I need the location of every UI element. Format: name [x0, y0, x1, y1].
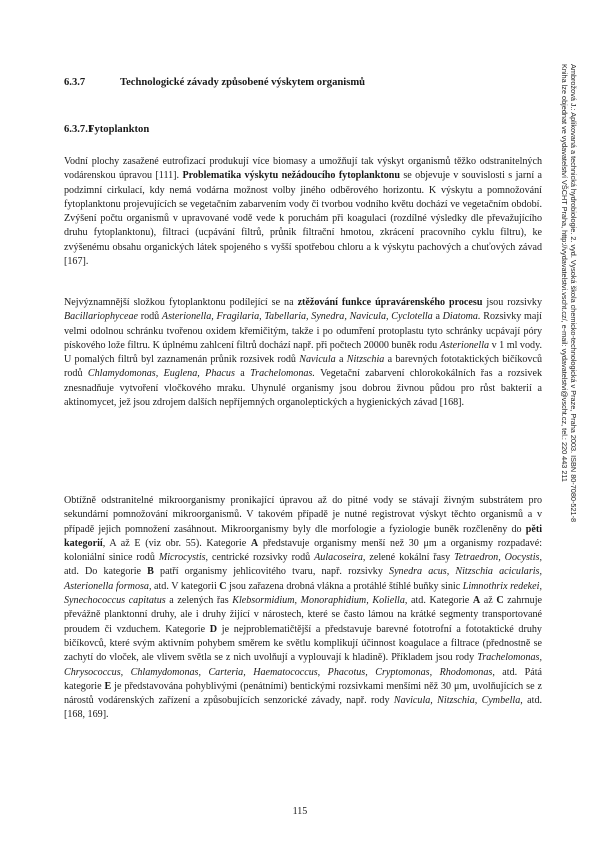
text-run: Klebsormidium, Monoraphidium, Koliella: [232, 595, 405, 607]
text-run: B: [147, 566, 154, 578]
text-run: Bacillariophyceae: [64, 311, 138, 323]
text-run: Microcystis: [158, 552, 206, 564]
text-run: C: [219, 580, 227, 592]
page-number: 115: [292, 806, 308, 817]
subsection-number: 6.3.7.1: [64, 124, 94, 135]
text-run: Trachelomonas.: [250, 368, 315, 380]
text-run: zahrnuje převážně planktonní druhy, ale i druhy žijící v nárostech, které se často lámou na krátké segmenty transportované proudem či vzduchem. Kategorie: [64, 595, 542, 635]
text-run: , atd. Pátá kategorie: [64, 666, 542, 692]
text-run: patří organismy jehlicovitého tvaru, např. rozsivky: [153, 566, 390, 578]
text-run: , centrické rozsivky rodů: [205, 552, 315, 564]
text-run: a: [234, 368, 251, 380]
text-run: Synedra acus, Nitzschia acicularis, Asterionella formosa: [64, 566, 543, 592]
text-run: jsou zařazena drobná vlákna a protáhlé štíhlé buňky sinic: [226, 580, 463, 592]
subsection-title: Fytoplankton: [88, 124, 150, 135]
text-run: , A až E (viz obr. 55). Kategorie: [102, 537, 251, 549]
text-run: a: [432, 311, 443, 323]
text-run: D: [209, 623, 218, 635]
text-run: Problematika výskytu nežádoucího fytoplanktonu: [182, 170, 400, 182]
paragraph-2: [64, 296, 542, 410]
text-run: Nejvýznamnější složkou fytoplanktonu podílející se na: [64, 297, 298, 308]
text-run: A: [472, 595, 481, 607]
section-heading: [64, 77, 365, 88]
paragraph-1: [64, 155, 542, 269]
text-run: a: [335, 354, 347, 366]
text-run: Obtížně odstranitelné mikroorganismy pronikající úpravou až do pitné vody se stávají živným substrátem pro sekundární pomnožování mikroorganismů. V takovém případě je nutné registrovat výskyt těchto organismů a v případě jejich pomnožení zasáhnout. Mikroorganismy byly dle morfologie a fyziologie buněk rozčleněny do: [64, 495, 542, 535]
text-run: Diatoma.: [442, 311, 481, 323]
text-run: , atd. Kategorie: [404, 595, 473, 607]
text-run: je nejproblematičtější a představuje barevné fototrofní a fototaktické druhy bičíkovců, které svým aktivním pohybem směrem ke světlu komplikují účinnost koagulace a filtrace (přednostně se zachytí do vloček, ale vlivem světla se z nich uvolňují a vyplouvají k hladině). Příkladem jsou rody: [64, 623, 542, 664]
text-run: rodů: [138, 311, 162, 323]
text-run: a barevných fototaktických bičíkovců rodů: [64, 354, 543, 380]
side-citation-note: [559, 64, 594, 624]
text-run: Tetraedron, Oocystis: [454, 552, 540, 564]
text-run: jsou rozsivky: [482, 297, 542, 308]
text-run: Chlamydomonas, Euglena, Phacus: [87, 368, 235, 380]
text-run: v 1 ml vody. U pomalých filtrů byl zaznamenán průnik rozsivek rodů: [64, 339, 542, 366]
text-run: C: [496, 595, 504, 607]
text-run: až: [480, 595, 497, 607]
text-run: E: [104, 680, 112, 692]
text-run: , atd. [168, 169].: [64, 695, 543, 721]
text-run: , atd. V kategorii: [148, 580, 220, 592]
text-run: Vegetační zabarvení chlorokokálních řas a rozsivek znesnadňuje vytvoření vločkového mraku. Uhynulé organismy jsou dobrou živnou půdou pro růst bakterií a aktinomycet, jež jsou zdrojem dalších nepříjemných organoleptických a hygienických závad [168].: [64, 368, 542, 409]
text-run: , zelené kokální řasy: [362, 552, 455, 564]
text-run: Rozsivky mají velmi odolnou schránku tvořenou oxidem křemičitým, takže i po odumření protoplastu tyto schránky ucpávají póry pískového lože filtru. K úplnému zahlcení filtrů dochází např. při počtech 20000 buněk rodu: [64, 311, 542, 351]
side-note-line-1: Ambrožová J.: Aplikovaná a technická hydrobiologie. 2. vyd. Vysoká škola chemicko-technologická v Praze, Praha 2003. ISBN 80-7080-521-8: [569, 64, 578, 523]
text-run: pěti kategorií: [64, 523, 542, 549]
text-run: Vodní plochy zasažené eutrofizací produkují více biomasy a umožňují tak výskyt organismů těžko odstranitelných vodárenskou úpravou [111].: [64, 156, 542, 182]
section-title: Technologické závady způsobené výskytem organismů: [120, 77, 366, 88]
text-run: Asterionella: [439, 339, 490, 351]
text-run: a zelených řas: [165, 595, 233, 607]
text-run: Navicula: [299, 354, 336, 366]
text-run: Trachelomonas, Chrysococcus, Chlamydomonas, Carteria, Haematococcus, Phacotus, Cryptomonas, Rhodomonas: [64, 652, 542, 678]
text-run: A: [250, 537, 259, 549]
text-run: ztěžování funkce úpravárenského procesu: [297, 297, 483, 308]
text-run: Nitzschia: [346, 354, 385, 366]
side-note-line-2: Kniha lze objednat ve vydavatelství VŠCHT Praha, http://vydavatelstvi.vscht.cz/, e-mail: vydavatelstvi@vscht.cz, tel.: 220 443 211: [559, 64, 569, 482]
paragraph-3: [64, 494, 542, 723]
section-number: 6.3.7: [64, 77, 86, 88]
text-run: Limnothrix redekei, Synechococcus capitatus: [64, 580, 542, 607]
text-run: , atd. Do kategorie: [64, 552, 542, 578]
text-run: představuje organismy menší než 30 μm a organismy rozpadavé: koloniální sinice rodů: [64, 537, 543, 564]
subsection-heading: [64, 124, 149, 135]
text-run: Aulacoseira: [314, 552, 363, 564]
text-run: se objevuje v souvislosti s jarní a podzimní cirkulací, kdy nemá vodárna možnost volby jiného odběrového horizontu. K výskytu a pomnožování fytoplanktonu projevujících se vegetačním zabarvením vody či tvorbou vodního květu dochází ve vegetačním období. Zvýšení počtu organismů v upravované vodě vede k poruchám při koagulaci (rozdílné výsledky dle převažujícího druhu fytoplanktonu), filtraci (ucpávání filtrů, průnik filtrační hmotou, zkrácení pracovního cyklu filtru), ke zvýšenému obsahu organických látek spojeného s vyšší spotřebou chloru a k výskytu pachových a chuťových závad [167].: [64, 170, 542, 268]
text-run: Asterionella, Fragilaria, Tabellaria, Synedra, Navicula, Cyclotella: [161, 311, 433, 323]
text-run: Navicula, Nitzschia, Cymbella: [393, 695, 521, 707]
text-run: je představována pohyblivými (penátními) bentickými rozsivkami menšími něž 30 μm, uvolňujících se z nárostů vodárenských zařízení a způsobujících senzorické závady, např. rody: [64, 680, 543, 707]
